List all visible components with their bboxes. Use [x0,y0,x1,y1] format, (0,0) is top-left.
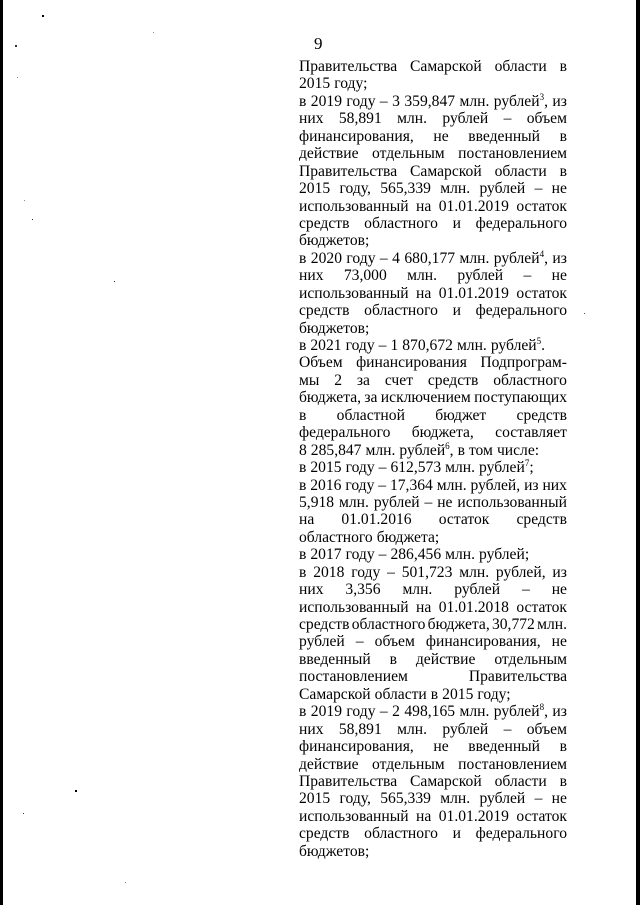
word: году [345,546,375,564]
word: средств [299,214,350,232]
text-line [299,285,567,302]
text-line [299,232,567,249]
word: 73,000 [343,267,387,285]
word: из [524,476,539,494]
scan-border-left [0,0,3,905]
word: и [452,825,461,843]
word: на [416,598,432,616]
word: – [523,267,532,285]
text-line [299,180,567,197]
word: действие [299,145,359,163]
word: объем [526,720,567,738]
word: из [552,92,567,110]
word: 58,891 [338,720,382,738]
text-line [299,250,567,267]
word: рублей; [479,546,530,564]
word: рублей$^4$, [493,248,548,267]
word: введенный [299,650,371,668]
word: из [552,249,567,267]
word: области [494,772,547,790]
word: 498,165 [404,703,456,721]
word: рублей$^7$; [479,458,534,477]
word: – [503,720,512,738]
word: млн. [397,720,428,738]
word: в [559,127,567,145]
scan-speck [125,882,126,883]
word: 285,847 [310,441,362,459]
text-line [299,686,567,703]
text-line [299,163,567,180]
word: году [346,703,376,721]
word: и [452,302,461,320]
word: средств [299,825,350,843]
word: в [299,476,307,494]
word: Правительства [299,162,398,180]
text-line [299,633,567,650]
word: не [551,633,567,651]
word: – [521,581,530,599]
word: – [534,790,543,808]
word: них [542,476,567,494]
word: федерального [475,302,567,320]
word: объем [374,633,415,651]
word: рублей$^6$, [399,440,454,459]
word: рублей [299,633,345,651]
text-line [299,145,567,162]
word: – [534,180,543,198]
text-line [299,790,567,807]
text-line [299,494,567,511]
word: на [416,197,432,215]
word: средств [299,616,350,633]
word: 3,356 [345,581,381,599]
word: 4 [392,249,400,267]
word: 501,723 [401,563,453,581]
word: введенный [468,127,540,145]
text-line [299,337,567,354]
word: – [387,563,395,581]
word: отдельным [494,650,567,668]
word: 612,573 [390,459,442,477]
word: 8 [299,441,307,459]
word: – [379,703,388,721]
word: федерального [475,825,567,843]
word: 2019 [310,703,342,721]
word: в [430,685,439,703]
word: рублей [373,493,420,511]
word: 680,177 [404,249,456,267]
word: 2 [392,703,400,721]
scan-speck [584,313,585,314]
word: рублей [454,581,501,599]
word: млн. [407,267,438,285]
word: 01.01.2019 [438,197,509,215]
word: области [494,58,547,75]
word: Самарской [410,58,482,75]
word: в [559,772,567,790]
word: млн. [445,459,476,477]
footnote-ref: 8 [539,702,545,713]
scan-speck [24,200,25,201]
word: бюджета; [376,528,440,546]
word: 01.01.2019 [438,284,509,302]
text-line [299,58,567,75]
document-body [299,58,567,860]
word: областного [364,302,438,320]
text-line [299,564,567,581]
word: в [299,249,307,267]
word: 2015 [310,459,342,477]
word: 30,772 [491,616,535,633]
word: не [551,180,567,198]
word: из [552,703,567,721]
word: остаток [516,197,567,215]
word: бюджета, [299,389,362,407]
text-line [299,599,567,616]
text-line [299,703,567,720]
word: млн. [459,563,490,581]
word: бюджетов; [299,319,370,337]
text-line [299,75,567,92]
text-line [299,825,567,842]
word: млн. [397,110,428,128]
word: 565,339 [380,180,431,198]
word: остаток [516,807,567,825]
word: 1 [390,337,399,354]
word: – [378,476,387,494]
word: них [299,110,324,128]
text-line [299,215,567,232]
word: 01.01.2019 [438,807,509,825]
word: в [559,162,567,180]
text-line [299,372,567,389]
footnote-ref: 4 [539,248,545,259]
word: млн. [402,581,433,599]
word: действие [299,755,359,773]
word: году [345,476,375,494]
word: в [299,546,307,564]
word: использованный [299,197,409,215]
word: млн. [537,616,567,633]
word: млн. [459,249,490,267]
word: из [552,563,567,581]
word: финансирования [356,354,467,372]
word: мы [299,371,320,389]
word: не [433,127,449,145]
word: остаток [438,511,490,529]
word: поступающих [474,389,567,407]
word: рублей$^5$. [490,336,546,354]
word: за [364,389,378,407]
word: и [452,214,461,232]
word: не [433,738,449,756]
word: бюджета, [427,616,490,633]
word: Самарской [410,162,482,180]
word: млн. [456,337,487,354]
word: рублей [442,110,489,128]
scan-speck [42,15,44,17]
scan-speck [75,790,77,792]
word: бюджетов; [299,842,370,860]
word: действие [415,650,476,668]
word: 2015 [442,685,474,703]
word: остаток [516,598,567,616]
word: постановлением [458,145,567,163]
text-line [299,808,567,825]
word: составляет [495,424,567,442]
text-line [299,354,567,371]
word: рублей, [495,563,546,581]
word: областного [364,214,438,232]
word: в [299,563,307,581]
word: на [416,807,432,825]
word: использованный [299,598,409,616]
text-line [299,424,567,441]
word: рублей [457,267,504,285]
word: использованный [299,807,409,825]
word: Правительства [468,668,567,686]
word: Правительства [299,772,398,790]
text-line [299,407,567,424]
word: млн. [445,546,476,564]
word: в [559,58,567,75]
word: 2021 [310,337,342,354]
word: 2019 [310,92,342,110]
word: средств [427,371,479,389]
footnote-ref: 6 [445,440,450,451]
word: них [299,267,324,285]
footnote-ref: 3 [539,91,545,102]
text-line [299,320,567,337]
word: не [551,581,567,599]
word: бюджетов; [299,232,370,250]
word: области [494,162,547,180]
word: постановлением [299,668,408,686]
word: отдельным [372,755,445,773]
word: 2015 [299,75,331,93]
scan-speck [153,32,154,33]
word: них [299,581,324,599]
word: году [346,92,376,110]
word: 2017 [310,546,342,564]
word: 2015 [299,180,331,198]
word: 2016 [310,476,342,494]
word: млн. [365,441,396,459]
word: 17,364 [389,476,433,494]
word: 2018 [313,563,345,581]
word: Подпрограм- [480,354,567,372]
word: млн. [339,493,369,511]
text-line [299,651,567,668]
word: рублей$^3$, [493,91,548,110]
word: средств [516,511,567,529]
word: млн. [436,476,467,494]
word: в [299,92,307,110]
word: исключением [380,389,471,407]
word: 2020 [310,249,342,267]
word: счет [384,371,414,389]
text-line [299,511,567,528]
word: – [355,633,364,651]
word: рублей [479,180,526,198]
word: финансирования, [299,127,414,145]
text-line [299,442,567,459]
word: 01.01.2016 [341,511,412,529]
word: Самарской [299,685,371,703]
word: них [299,720,324,738]
word: в [559,738,567,756]
word: рублей [442,720,489,738]
page-number: 9 [314,34,323,53]
text-line [299,389,567,406]
word: областной [336,406,405,424]
word: рублей, [470,476,521,494]
word: финансирования, [299,738,414,756]
word: федерального [299,424,391,442]
word: 01.01.2018 [438,598,509,616]
text-line [299,302,567,319]
text-line [299,581,567,598]
word: бюджета, [411,424,474,442]
word: – [503,110,512,128]
word: на [299,511,315,529]
word: году [351,563,381,581]
word: 3 [392,92,400,110]
text-line [299,843,567,860]
word: остаток [516,284,567,302]
word: – [378,337,387,354]
word: Самарской [410,772,482,790]
word: 870,672 [402,337,453,354]
text-line [299,773,567,790]
word: млн. [440,790,471,808]
word: использованный [299,284,409,302]
word: Правительства [299,58,398,75]
word: млн. [459,92,490,110]
scan-speck [32,219,33,220]
footnote-ref: 5 [536,336,542,346]
text-line [299,459,567,476]
word: – [378,459,387,477]
word: средств [299,302,350,320]
text-line [299,198,567,215]
footnote-ref: 7 [524,458,530,469]
text-line [299,93,567,110]
text-line [299,110,567,127]
word: областного [364,825,438,843]
word: областного [299,528,373,546]
word: – [379,249,388,267]
word: числе: [496,441,540,459]
word: федерального [475,214,567,232]
word: областного [351,616,426,633]
word: на [416,284,432,302]
word: том [468,441,493,459]
word: в [457,441,465,459]
word: – [379,92,388,110]
word: использованный [457,493,567,511]
scan-speck [15,45,17,47]
word: в [299,337,307,354]
text-line [299,529,567,546]
text-line [299,477,567,494]
word: постановлением [458,755,567,773]
word: не [551,267,567,285]
word: году; [334,75,368,93]
word: отдельным [372,145,445,163]
word: млн. [440,180,471,198]
scan-speck [17,77,18,78]
word: млн. [459,703,490,721]
scan-border-right [636,0,640,905]
word: областного [493,371,567,389]
word: области [374,685,427,703]
word: в [299,406,307,424]
text-line [299,546,567,563]
word: году [345,459,375,477]
text-line [299,738,567,755]
word: объем [526,110,567,128]
word: финансирования, [425,633,541,651]
word: 2015 [299,790,331,808]
word: не [437,493,453,511]
word: году; [477,685,511,703]
word: году, [339,180,371,198]
word: 5,918 [299,493,335,511]
word: году [346,249,376,267]
word: рублей [479,790,526,808]
word: 286,456 [390,546,442,564]
word: году, [339,790,371,808]
word: не [551,790,567,808]
word: в [389,650,397,668]
text-line [299,756,567,773]
word: 565,339 [380,790,431,808]
text-line [299,616,567,633]
word: – [424,493,433,511]
word: за [356,371,370,389]
word: в [299,459,307,477]
word: 359,847 [404,92,456,110]
word: в [299,703,307,721]
word: рублей$^8$, [493,702,548,721]
word: средств [516,406,567,424]
word: бюджет [435,406,487,424]
word: Объем [299,354,343,372]
text-line [299,267,567,284]
word: – [378,546,387,564]
text-line [299,668,567,685]
text-line [299,721,567,738]
scan-speck [23,813,24,814]
scan-speck [114,281,115,282]
word: 2 [334,371,343,389]
word: 58,891 [338,110,382,128]
word: введенный [468,738,540,756]
text-line [299,128,567,145]
word: году [345,337,375,354]
